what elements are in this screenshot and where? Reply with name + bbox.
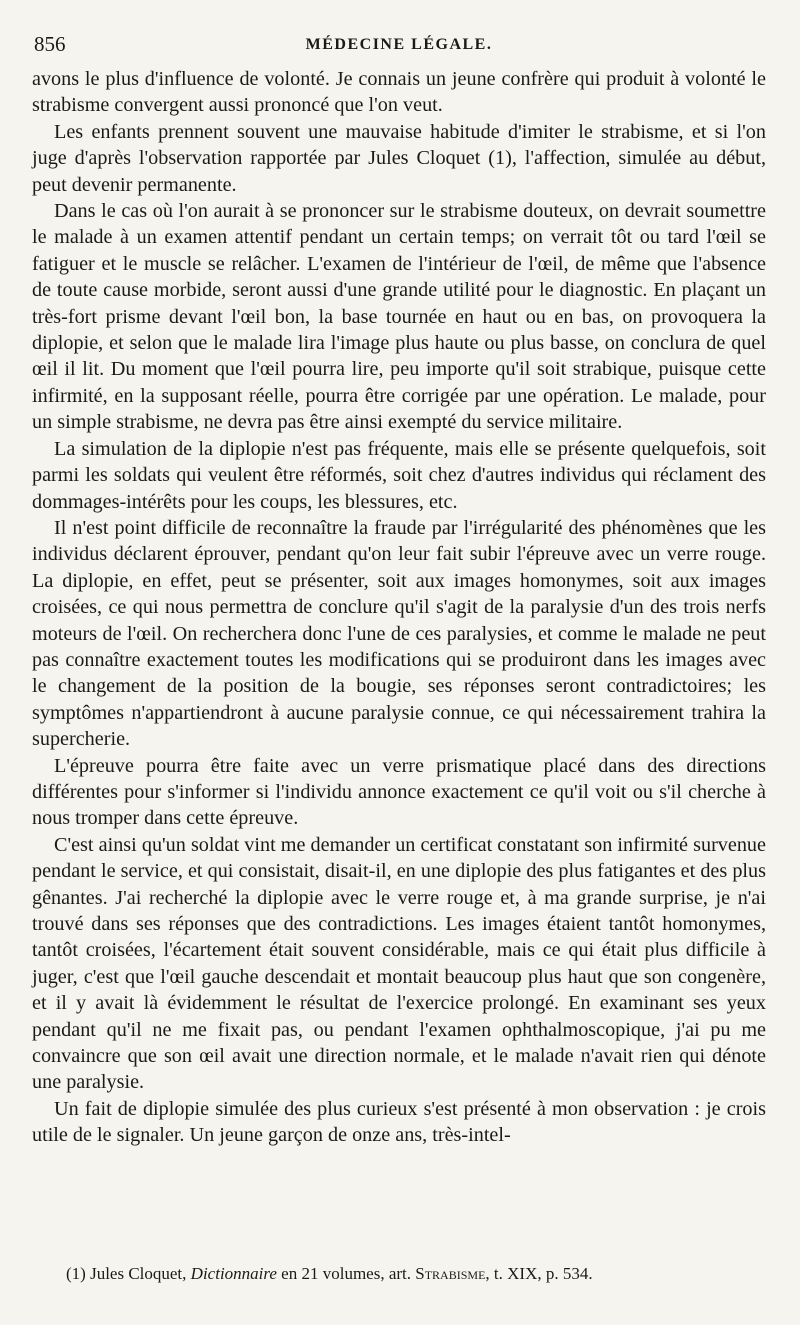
running-head xyxy=(32,26,766,66)
footnote-author: Jules Cloquet, xyxy=(90,1264,187,1283)
page-number: 856 xyxy=(34,32,66,56)
body-text xyxy=(32,66,766,1149)
footnote-text: en 21 volumes, art. xyxy=(281,1264,412,1283)
paragraph: La simulation de la diplopie n'est pas fréquente, mais elle se présente quelquefois, soit parmi les soldats qui veulent être réformés, soit chez d'autres individus qui réclament des dommages-intérêts pour les coups, les blessures, etc. xyxy=(32,437,766,513)
footnote xyxy=(66,1264,766,1284)
paragraph: Un fait de diplopie simulée des plus curieux s'est présenté à mon observation : je crois utile de le signaler. Un jeune garçon de onze ans, très-intel- xyxy=(32,1097,766,1147)
running-title: MÉDECINE LÉGALE. xyxy=(305,36,493,53)
footnote-work-title: Dictionnaire xyxy=(190,1264,277,1283)
paragraph: L'épreuve pourra être faite avec un verre prismatique placé dans des directions différentes pour s'informer si l'individu annonce exactement ce qu'il voit ou s'il cherche à nous tromper dans cette épreuve. xyxy=(32,754,766,830)
paragraph: Dans le cas où l'on aurait à se prononcer sur le strabisme douteux, on devrait soumettre le malade à un examen attentif pendant un certain temps; on verrait tôt ou tard l'œil se fatiguer et le muscle se relâcher. L'examen de l'intérieur de l'œil, de même que l'absence de toute cause morbide, seront aussi d'une grande utilité pour le diagnostic. En plaçant un très-fort prisme devant l'œil bon, la base tournée en haut ou en bas, on provoquera la diplopie, et selon que le malade lira l'image plus haute ou plus basse, on conclura de quel œil il lit. Du moment que l'œil pourra lire, peu importe qu'il soit strabique, puisque cette infirmité, en la supposant réelle, pourra être corrigée par une opération. Le malade, pour un simple strabisme, ne devra pas être ainsi exempté du service militaire. xyxy=(32,200,766,434)
footnote-article: Strabisme xyxy=(415,1264,486,1283)
footnote-reference: , t. XIX, p. 534. xyxy=(485,1264,593,1283)
footnote-marker: (1) xyxy=(66,1264,86,1283)
paragraph: Les enfants prennent souvent une mauvaise habitude d'imiter le strabisme, et si l'on juge d'après l'observation rapportée par Jules Cloquet (1), l'affection, simulée au début, peut devenir permanente. xyxy=(32,120,766,196)
paragraph: avons le plus d'influence de volonté. Je connais un jeune confrère qui produit à volonté le strabisme convergent aussi prononcé que l'on veut. xyxy=(32,68,766,117)
paragraph: Il n'est point difficile de reconnaître la fraude par l'irrégularité des phénomènes que les individus déclarent éprouver, pendant qu'on leur fait subir l'épreuve avec un verre rouge. La diplopie, en effet, peut se présenter, soit aux images homonymes, soit aux images croisées, ce qui nous permettra de conclure qu'il s'agit de la paralysie d'un des trois nerfs moteurs de l'œil. On recherchera donc l'une de ces paralysies, et comme le malade ne peut pas connaître exactement toutes les modifications qui se produiront dans les images avec le changement de la position de la bougie, ses réponses seront contradictoires; les symptômes n'appartiendront à aucune paralysie connue, ce qui nécessairement trahira la supercherie. xyxy=(32,516,766,751)
paragraph: C'est ainsi qu'un soldat vint me demander un certificat constatant son infirmité survenue pendant le service, et qui consistait, disait-il, en une diplopie des plus fatigantes et des plus gênantes. J'ai recherché la diplopie avec le verre rouge et, à ma grande surprise, je n'ai trouvé dans ses réponses que des contradictions. Les images étaient tantôt homonymes, tantôt croisées, l'écartement était souvent considérable, mais ce qui était plus difficile à juger, c'est que l'œil gauche descendait et montait beaucoup plus haut que son congenère, et il y avait là évidemment le résultat de l'exercice prolongé. En examinant ses yeux pendant qu'il ne me fixait pas, ou pendant l'examen ophthalmoscopique, j'ai pu me convaincre que son œil avait une direction normale, et le malade n'avait rien qui dénote une paralysie. xyxy=(32,833,766,1094)
